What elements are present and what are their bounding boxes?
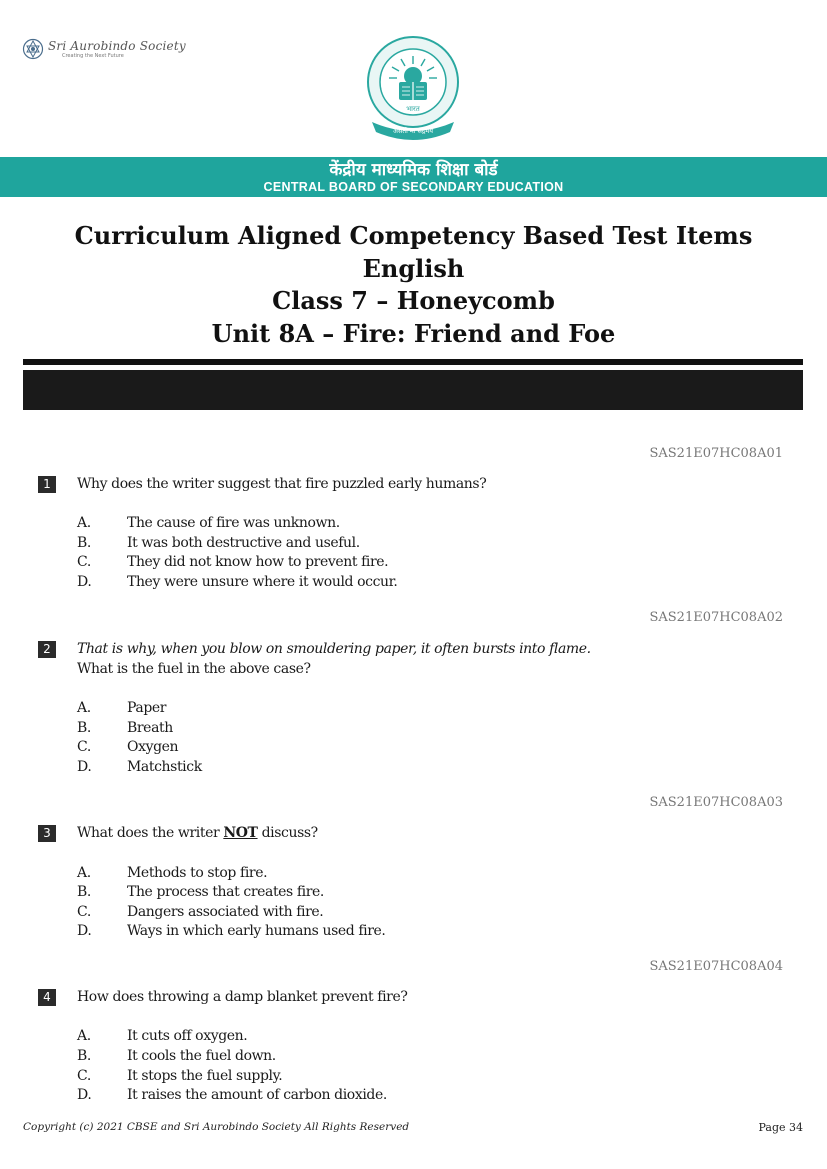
sas-emblem-icon	[22, 38, 44, 60]
sas-logo-tagline: Creating the Next Future	[62, 52, 124, 59]
question-number-badge: 1	[38, 476, 56, 493]
answer-option: A. Methods to stop fire.	[77, 865, 268, 881]
cbse-header-band	[0, 157, 827, 197]
answer-option: C. They did not know how to prevent fire.	[77, 554, 389, 570]
question-text: Why does the writer suggest that fire puzzled early humans?	[77, 476, 487, 492]
title-line-3: Class 7 – Honeycomb	[272, 286, 555, 315]
svg-text:भारत: भारत	[406, 105, 420, 113]
answer-option: D. Ways in which early humans used fire.	[77, 923, 386, 939]
question-quote: That is why, when you blow on smouldering paper, it often bursts into flame.	[77, 641, 591, 657]
answer-option: B. Breath	[77, 720, 173, 736]
answer-option: D. It raises the amount of carbon dioxide.	[77, 1087, 387, 1103]
answer-option: D. Matchstick	[77, 759, 202, 775]
sri-aurobindo-society-logo	[22, 38, 186, 60]
title-divider	[23, 359, 803, 365]
answer-option: D. They were unsure where it would occur.	[77, 574, 398, 590]
question-code: SAS21E07HC08A02	[649, 610, 783, 625]
svg-text:असतो मा सद्गमय: असतो मा सद्गमय	[393, 127, 433, 135]
question-code: SAS21E07HC08A03	[649, 795, 783, 810]
copyright-notice: Copyright (c) 2021 CBSE and Sri Aurobindo Society All Rights Reserved	[23, 1121, 410, 1133]
answer-option: A. The cause of fire was unknown.	[77, 515, 340, 531]
band-english-title: CENTRAL BOARD OF SECONDARY EDUCATION	[263, 180, 564, 194]
answer-option: B. The process that creates fire.	[77, 884, 324, 900]
answer-option: C. It stops the fuel supply.	[77, 1068, 283, 1084]
question-number-badge: 2	[38, 641, 56, 658]
title-line-2: English	[362, 253, 465, 283]
band-hindi-title: केंद्रीय माध्यमिक शिक्षा बोर्ड	[329, 160, 498, 180]
answer-option: B. It was both destructive and useful.	[77, 535, 360, 551]
answer-option: A. It cuts off oxygen.	[77, 1028, 248, 1044]
title-line-4: Unit 8A – Fire: Friend and Foe	[211, 318, 616, 348]
answer-option: C. Oxygen	[77, 739, 179, 755]
emphasis-not: NOT	[223, 825, 258, 841]
cbse-seal-icon	[364, 34, 462, 142]
answer-option: A. Paper	[77, 700, 167, 716]
title-line-1: Curriculum Aligned Competency Based Test Items	[74, 221, 753, 250]
question-code: SAS21E07HC08A01	[649, 446, 783, 461]
question-code: SAS21E07HC08A04	[649, 959, 783, 974]
question-number-badge: 3	[38, 825, 56, 842]
question-text: What is the fuel in the above case?	[77, 661, 311, 677]
section-bar	[23, 370, 803, 410]
question-text: What does the writer NOT discuss?	[77, 825, 318, 841]
answer-option: C. Dangers associated with fire.	[77, 904, 324, 920]
sas-logo-name: Sri Aurobindo Society	[48, 38, 186, 53]
document-title	[0, 220, 827, 350]
page-number: Page 34	[758, 1121, 803, 1134]
question-number-badge: 4	[38, 989, 56, 1006]
question-text: How does throwing a damp blanket prevent fire?	[77, 989, 408, 1005]
answer-option: B. It cools the fuel down.	[77, 1048, 276, 1064]
